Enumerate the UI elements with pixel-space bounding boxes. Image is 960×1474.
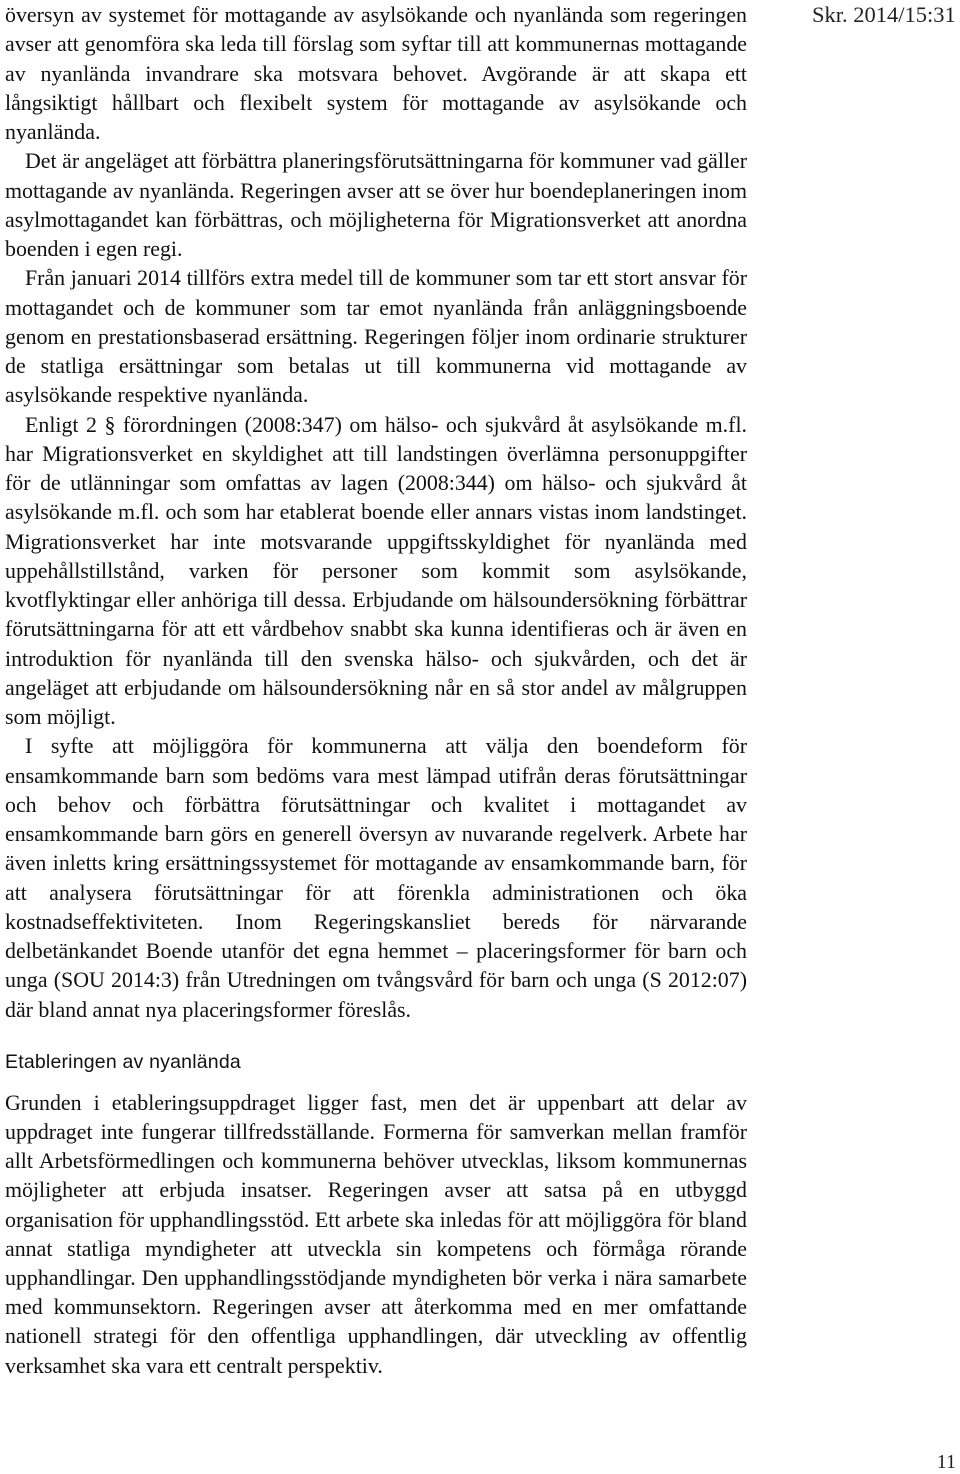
body-text (5, 0, 747, 1380)
section-heading: Etableringen av nyanlända (5, 1050, 241, 1073)
paragraph-2: Det är angeläget att förbättra planeringsförutsättningarna för kommuner vad gäller mottagande av nyanlända. Regeringen avser att se över hur boendeplaneringen inom asylmottagandet kan förbättras, och möjligheterna för Migrationsverket att anordna boenden i egen regi. (5, 148, 747, 261)
paragraph-1: översyn av systemet för mottagande av asylsökande och nyanlända som regeringen avser att genomföra ska leda till förslag som syftar till att kommunernas mottagande av nyanlända invandrare ska motsvara behovet. Avgörande är att skapa ett långsiktigt hållbart och flexibelt system för mottagande av asylsökande och nyanlända. (5, 2, 747, 144)
document-reference: Skr. 2014/15:31 (812, 2, 956, 27)
page-number: 11 (936, 1451, 956, 1473)
paragraph-4: Enligt 2 § förordningen (2008:347) om hälso- och sjukvård åt asylsökande m.fl. har Migrationsverket en skyldighet att till landstingen överlämna personuppgifter för de utlänningar som omfattas av lagen (2008:344) om hälso- och sjukvård åt asylsökande m.fl. och som har etablerat boende eller annars vistas inom landstinget. Migrationsverket har inte motsvarande uppgiftsskyldighet för nyanlända med uppehållstillstånd, varken för personer som kommit som asylsökande, kvotflyktingar eller anhöriga till dessa. Erbjudande om hälsoundersökning förbättrar förutsättningarna för att ett vårdbehov snabbt ska kunna identifieras och är även en introduktion för nyanlända till den svenska hälso- och sjukvården, och det är angeläget att erbjudande om hälsoundersökning når en så stor andel av målgruppen som möjligt. (5, 411, 747, 729)
paragraph-3: Från januari 2014 tillförs extra medel till de kommuner som tar ett stort ansvar för mottagandet och de kommuner som tar emot nyanlända från anläggningsboende genom en prestationsbaserad ersättning. Regeringen följer inom ordinarie strukturer de statliga ersättningar som betalas ut till kommunerna vid mottagande av asylsökande respektive nyanlända. (5, 265, 747, 408)
paragraph-5: I syfte att möjliggöra för kommunerna att välja den boendeform för ensamkommande barn som bedöms vara mest lämpad utifrån deras förutsättningar och behov och förbättra förutsättningar och kvalitet i mottagandet av ensamkommande barn görs en generell översyn av nuvarande regelverk. Arbete har även inletts kring ersättningssystemet för mottagande av ensamkommande barn, för att analysera förutsättningar för att förenkla administrationen och öka kostnadseffektiviteten. Inom Regeringskansliet bereds för närvarande delbetänkandet Boende utanför det egna hemmet – placeringsformer för barn och unga (SOU 2014:3) från Utredningen om tvångsvård för barn och unga (S 2012:07) där bland annat nya placeringsformer föreslås. (5, 733, 747, 1022)
paragraph-6: Grunden i etableringsuppdraget ligger fast, men det är uppenbart att delar av uppdraget inte fungerar tillfredsställande. Formerna för samverkan mellan framför allt Arbetsförmedlingen och kommunerna behöver utvecklas, liksom kommunernas möjligheter att erbjuda insatser. Regeringen avser att satsa på en utbyggd organisation för upphandlingsstöd. Ett arbete ska inledas för att möjliggöra för bland annat statliga myndigheter att utveckla sin kompetens och förmåga rörande upphandlingar. Den upphandlingsstödjande myndigheten bör verka i nära samarbete med kommunsektorn. Regeringen avser att återkomma med en mer omfattande nationell strategi för den offentliga upphandlingen, där utveckling av offentlig verksamhet ska vara ett centralt perspektiv. (5, 1089, 747, 1378)
